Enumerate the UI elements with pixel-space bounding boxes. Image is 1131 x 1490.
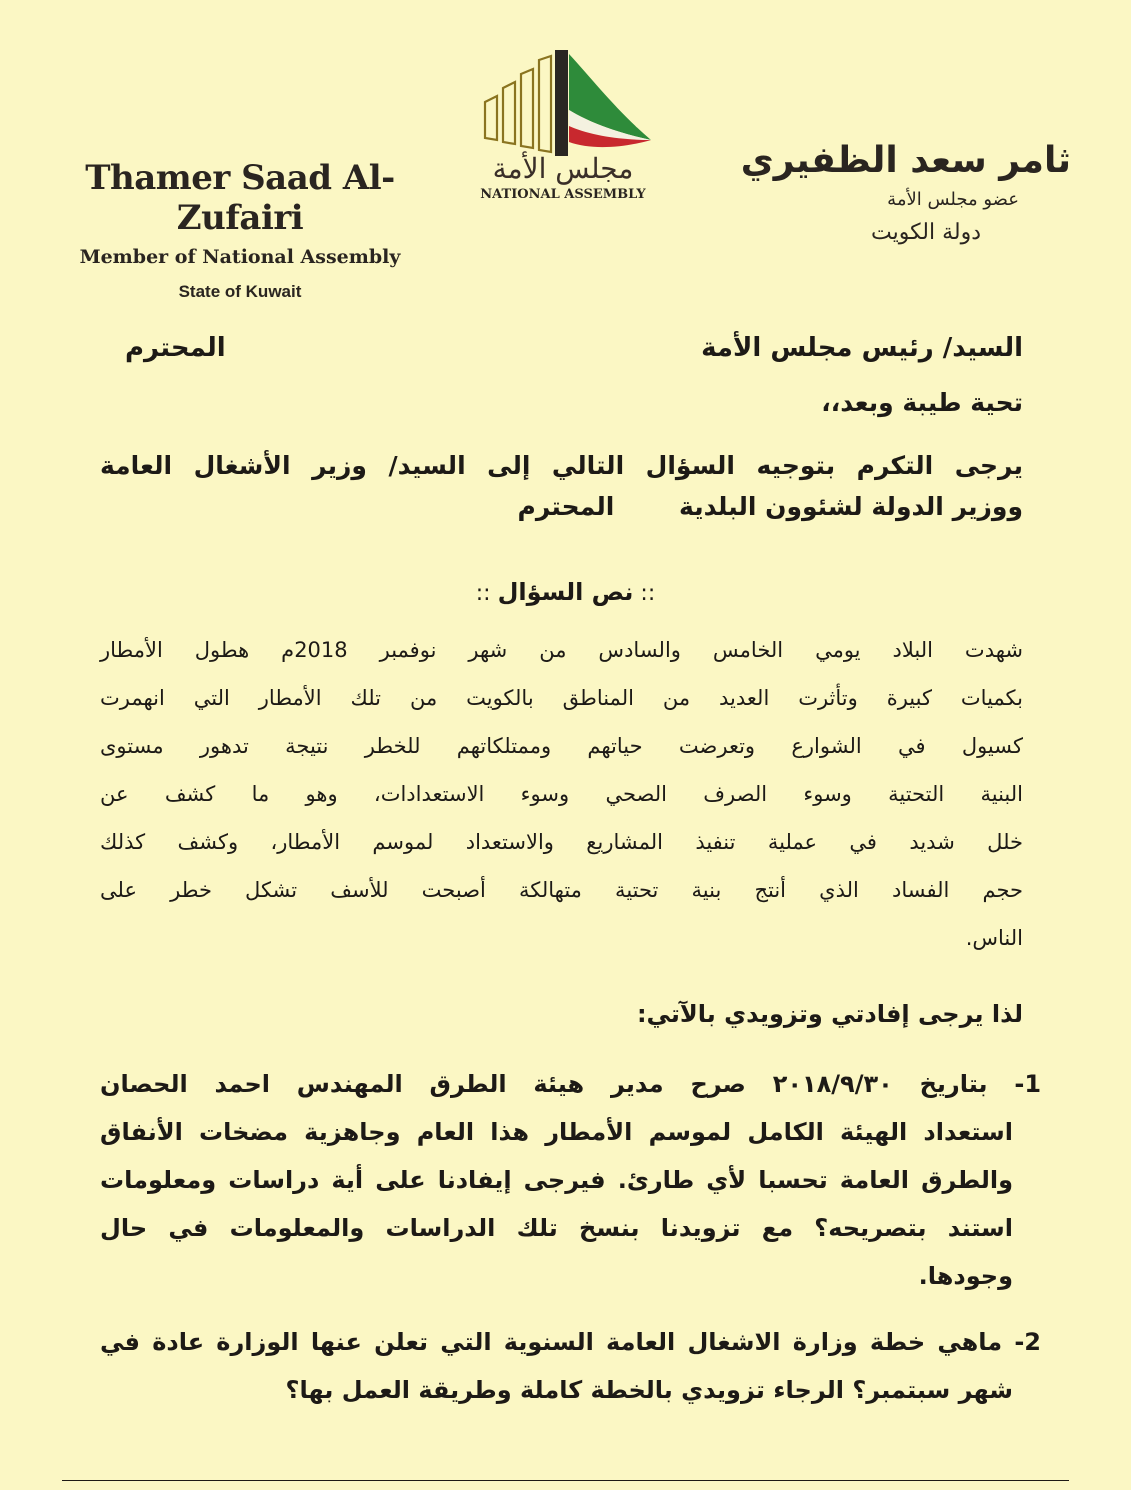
logo-english-text: NATIONAL ASSEMBLY — [480, 187, 646, 202]
question-heading-text: نص السؤال — [497, 578, 634, 606]
member-role-en: Member of National Assembly — [79, 246, 401, 268]
greeting: تحية طيبة وبعد،، — [821, 388, 1023, 417]
paragraph-line: شهدت البلاد يومي الخامس والسادس من شهر نوفمبر 2018م هطول الأمطار — [100, 638, 1023, 662]
item-line: والطرق العامة تحسبا لأي طارئ. فيرجى إيفادنا على أية دراسات ومعلومات — [100, 1166, 1013, 1194]
item-line: 2- ماهي خطة وزارة الاشغال العامة السنوية التي تعلن عنها الوزارة عادة في — [100, 1328, 1041, 1356]
paragraph-line: كسيول في الشوارع وتعرضت حياتهم وممتلكاتهم للخطر نتيجة تدهور مستوى — [100, 734, 1023, 758]
question-heading-suffix: :: — [475, 581, 498, 606]
addressee-respect: المحترم — [125, 333, 226, 363]
logo-arabic-text: مجلس الأمة — [492, 152, 634, 185]
addressee: السيد/ رئيس مجلس الأمة — [701, 333, 1023, 363]
state-ar: دولة الكويت — [871, 220, 981, 245]
request-line-2 — [100, 492, 1023, 521]
paragraph-line: بكميات كبيرة وتأثرت العديد من المناطق بالكويت من تلك الأمطار التي انهمرت — [100, 686, 1023, 710]
request-respect: المحترم — [517, 492, 615, 521]
question-paragraph — [100, 626, 1023, 962]
item-line: شهر سبتمبر؟ الرجاء تزويدي بالخطة كاملة وطريقة العمل بها؟ — [285, 1376, 1013, 1404]
state-en: State of Kuwait — [178, 282, 302, 301]
member-role-ar: عضو مجلس الأمة — [887, 189, 1019, 210]
paragraph-line: الناس. — [965, 926, 1023, 950]
paragraph-line: خلل شديد في عملية تنفيذ المشاريع والاستعداد لموسم الأمطار، وكشف كذلك — [100, 830, 1023, 854]
request-minister: ووزير الدولة لشئوون البلدية — [679, 492, 1023, 521]
request-line-1: يرجى التكرم بتوجيه السؤال التالي إلى السيد/ وزير الأشغال العامة — [100, 451, 1023, 480]
question-heading-prefix: :: — [633, 581, 656, 606]
member-name-en: Thamer Saad Al-Zufairi — [85, 158, 395, 238]
national-assembly-logo — [468, 40, 658, 270]
footer-divider — [62, 1480, 1069, 1481]
member-name-ar: ثامر سعد الظفيري — [740, 140, 1071, 181]
item-line: استعداد الهيئة الكامل لموسم الأمطار هذا العام وجاهزية مضخات الأنفاق — [100, 1118, 1013, 1146]
item-line: 1- بتاريخ ٢٠١٨/٩/٣٠ صرح مدير هيئة الطرق المهندس احمد الحصان — [100, 1070, 1042, 1098]
letterhead-arabic — [711, 140, 1071, 245]
sub-heading: لذا يرجى إفادتي وتزويدي بالآتي: — [636, 1000, 1023, 1028]
assembly-emblem-icon — [473, 40, 653, 158]
letterhead-english — [30, 158, 450, 302]
paragraph-line: البنية التحتية وسوء الصرف الصحي وسوء الاستعدادات، وهو ما كشف عن — [100, 782, 1023, 806]
question-item-1 — [100, 1060, 1041, 1300]
paragraph-line: حجم الفساد الذي أنتج بنية تحتية متهالكة أصبحت للأسف تشكل خطر على — [100, 878, 1023, 902]
question-heading — [0, 578, 1131, 606]
item-line: وجودها. — [918, 1262, 1013, 1290]
addressee-line — [100, 333, 1023, 363]
item-line: استند بتصريحه؟ مع تزويدنا بنسخ تلك الدراسات والمعلومات في حال — [100, 1214, 1013, 1242]
question-item-2 — [100, 1318, 1041, 1414]
